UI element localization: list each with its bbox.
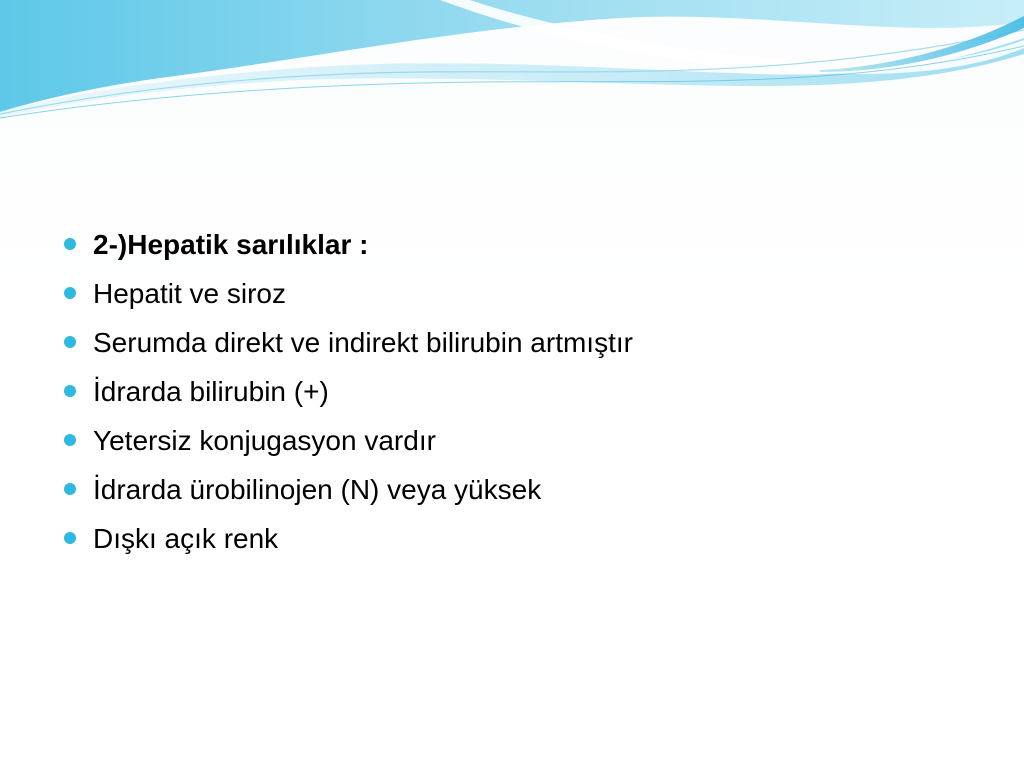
section-heading: 2-)Hepatik sarılıklar : (93, 229, 369, 260)
list-item (64, 416, 964, 465)
bullet-dot-icon (64, 434, 76, 446)
bullet-text: Yetersiz konjugasyon vardır (93, 425, 436, 456)
list-item (64, 465, 964, 514)
bullet-text: Serumda direkt ve indirekt bilirubin artmıştır (93, 327, 633, 358)
decorative-wave-header (0, 0, 1024, 130)
bullet-dot-icon (64, 483, 76, 495)
list-item (64, 367, 964, 416)
bullet-text: Dışkı açık renk (93, 523, 279, 554)
list-item (64, 220, 964, 269)
bullet-dot-icon (64, 532, 76, 544)
bullet-text: İdrarda ürobilinojen (N) veya yüksek (93, 474, 542, 505)
bullet-text: Hepatit ve siroz (93, 278, 286, 309)
bullet-dot-icon (64, 287, 76, 299)
bullet-list (64, 220, 964, 563)
list-item (64, 514, 964, 563)
bullet-dot-icon (64, 238, 76, 250)
list-item (64, 318, 964, 367)
bullet-dot-icon (64, 385, 76, 397)
bullet-text: İdrarda bilirubin (+) (93, 376, 329, 407)
bullet-dot-icon (64, 336, 76, 348)
list-item (64, 269, 964, 318)
